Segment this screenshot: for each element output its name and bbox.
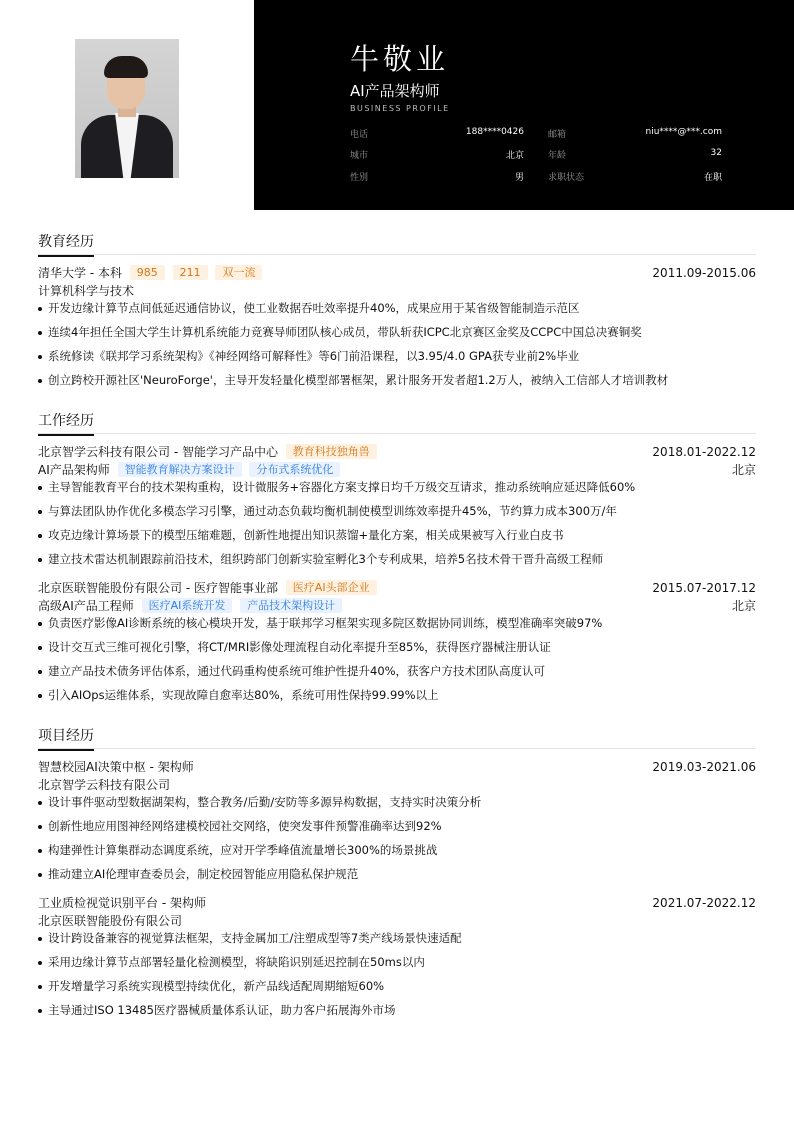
work-city: 北京	[731, 599, 756, 613]
project-line	[38, 894, 756, 912]
list-item: 系统修读《联邦学习系统架构》《神经网络可解释性》等6门前沿课程，以3.95/4.0 GPA获专业前2%毕业	[38, 348, 756, 372]
work-entry	[38, 443, 756, 575]
list-item: 引入AIOps运维体系，实现故障自愈率达80%，系统可用性保持99.99%以上	[38, 687, 756, 711]
photo-panel	[0, 0, 254, 210]
info-value: 在职	[703, 173, 722, 183]
skill-tag: 医疗AI系统开发	[142, 598, 233, 613]
project-entry	[38, 758, 756, 890]
work-section	[38, 412, 756, 711]
position: AI产品架构师	[38, 463, 110, 477]
list-item: 负责医疗影像AI诊断系统的核心模块开发，基于联邦学习框架实现多院区数据协同训练，模型准确率突破97%	[38, 615, 756, 639]
work-period: 2018.01-2022.12	[652, 445, 756, 459]
info-phone	[350, 127, 524, 140]
work-entry	[38, 579, 756, 711]
school-line	[38, 264, 756, 282]
education-bullets	[38, 300, 756, 396]
list-item: 创新性地应用图神经网络建模校园社交网络，使突发事件预警准确率达到92%	[38, 818, 756, 842]
info-value: 188****0426	[465, 127, 524, 137]
school-tag: 双一流	[215, 265, 262, 280]
section-title: 项目经历	[38, 727, 94, 751]
work-period: 2015.07-2017.12	[652, 581, 756, 595]
profile-photo	[75, 39, 179, 178]
school-tag: 985	[130, 265, 165, 280]
section-header	[38, 412, 756, 434]
list-item: 攻克边缘计算场景下的模型压缩难题，创新性地提出知识蒸馏+量化方案，相关成果被写入行业白皮书	[38, 527, 756, 551]
info-value: 男	[514, 173, 524, 183]
project-entry	[38, 894, 756, 1026]
info-value: 北京	[505, 151, 524, 161]
project-bullets	[38, 930, 756, 1026]
info-label: 邮箱	[548, 130, 567, 140]
project-org: 北京医联智能股份有限公司	[38, 914, 183, 928]
work-city: 北京	[731, 463, 756, 477]
info-label: 性别	[350, 173, 369, 183]
school-tag: 211	[173, 265, 208, 280]
school-name: 清华大学 - 本科	[38, 266, 122, 280]
position-line	[38, 597, 756, 615]
info-label: 电话	[350, 130, 369, 140]
info-city	[350, 148, 524, 161]
project-name: 工业质检视觉识别平台 - 架构师	[38, 896, 206, 910]
list-item: 开发增量学习系统实现模型持续优化，新产品线适配周期缩短60%	[38, 978, 756, 1002]
company-line	[38, 579, 756, 597]
list-item: 主导智能教育平台的技术架构重构，设计微服务+容器化方案支撑日均千万级交互请求，推动系统响应延迟降低60%	[38, 479, 756, 503]
company-line	[38, 443, 756, 461]
info-job-status	[548, 170, 722, 183]
company-tag: 教育科技独角兽	[286, 444, 377, 459]
list-item: 主导通过ISO 13485医疗器械质量体系认证，助力客户拓展海外市场	[38, 1002, 756, 1026]
education-section	[38, 233, 756, 396]
project-name: 智慧校园AI决策中枢 - 架构师	[38, 760, 194, 774]
section-title: 教育经历	[38, 233, 94, 257]
project-line	[38, 758, 756, 776]
info-gender	[350, 170, 524, 183]
info-label: 城市	[350, 151, 369, 161]
project-bullets	[38, 794, 756, 890]
project-period: 2021.07-2022.12	[652, 896, 756, 910]
list-item: 构建弹性计算集群动态调度系统，应对开学季峰值流量增长300%的场景挑战	[38, 842, 756, 866]
position-line	[38, 461, 756, 479]
list-item: 设计事件驱动型数据湖架构，整合教务/后勤/安防等多源异构数据，支持实时决策分析	[38, 794, 756, 818]
list-item: 推动建立AI伦理审查委员会，制定校园智能应用隐私保护规范	[38, 866, 756, 890]
candidate-name: 牛敬业	[350, 42, 450, 76]
work-bullets	[38, 479, 756, 575]
project-org: 北京智学云科技有限公司	[38, 778, 171, 792]
list-item: 采用边缘计算节点部署轻量化检测模型，将缺陷识别延迟控制在50ms以内	[38, 954, 756, 978]
list-item: 与算法团队协作优化多模态学习引擎，通过动态负载均衡机制使模型训练效率提升45%，节约算力成本300万/年	[38, 503, 756, 527]
info-label: 年龄	[548, 151, 567, 161]
info-value: niu****@***.com	[645, 127, 722, 137]
project-org-line	[38, 776, 756, 794]
info-label: 求职状态	[548, 173, 585, 183]
resume-body	[38, 233, 756, 1042]
list-item: 建立产品技术债务评估体系，通过代码重构使系统可维护性提升40%，获客户方技术团队高度认可	[38, 663, 756, 687]
info-age	[548, 148, 722, 161]
list-item: 建立技术雷达机制跟踪前沿技术，组织跨部门创新实验室孵化3个专利成果，培养5名技术骨干晋升高级工程师	[38, 551, 756, 575]
project-org-line	[38, 912, 756, 930]
list-item: 设计跨设备兼容的视觉算法框架，支持金属加工/注塑成型等7类产线场景快速适配	[38, 930, 756, 954]
candidate-role: AI产品架构师	[350, 82, 440, 100]
section-header	[38, 233, 756, 255]
resume-header	[0, 0, 794, 210]
list-item: 开发边缘计算节点间低延迟通信协议，使工业数据吞吐效率提升40%，成果应用于某省级智能制造示范区	[38, 300, 756, 324]
skill-tag: 分布式系统优化	[249, 462, 340, 477]
list-item: 创立跨校开源社区'NeuroForge'，主导开发轻量化模型部署框架，累计服务开发者超1.2万人，被纳入工信部人才培训教材	[38, 372, 756, 396]
position: 高级AI产品工程师	[38, 599, 134, 613]
company-name: 北京医联智能股份有限公司 - 医疗智能事业部	[38, 581, 278, 595]
major-line	[38, 282, 756, 300]
company-name: 北京智学云科技有限公司 - 智能学习产品中心	[38, 445, 278, 459]
major: 计算机科学与技术	[38, 284, 135, 298]
profile-subtitle: BUSINESS PROFILE	[350, 104, 450, 113]
education-period: 2011.09-2015.06	[652, 266, 756, 280]
projects-section	[38, 727, 756, 1026]
work-bullets	[38, 615, 756, 711]
skill-tag: 智能教育解决方案设计	[118, 462, 242, 477]
section-header	[38, 727, 756, 749]
profile-panel	[254, 0, 794, 210]
list-item: 设计交互式三维可视化引擎，将CT/MRI影像处理流程自动化率提升至85%，获得医疗器械注册认证	[38, 639, 756, 663]
info-email	[548, 127, 722, 140]
info-value: 32	[710, 148, 722, 158]
list-item: 连续4年担任全国大学生计算机系统能力竞赛导师团队核心成员，带队斩获ICPC北京赛区金奖及CCPC中国总决赛铜奖	[38, 324, 756, 348]
section-title: 工作经历	[38, 412, 94, 436]
company-tag: 医疗AI头部企业	[286, 580, 377, 595]
education-entry	[38, 264, 756, 396]
skill-tag: 产品技术架构设计	[240, 598, 342, 613]
project-period: 2019.03-2021.06	[652, 760, 756, 774]
